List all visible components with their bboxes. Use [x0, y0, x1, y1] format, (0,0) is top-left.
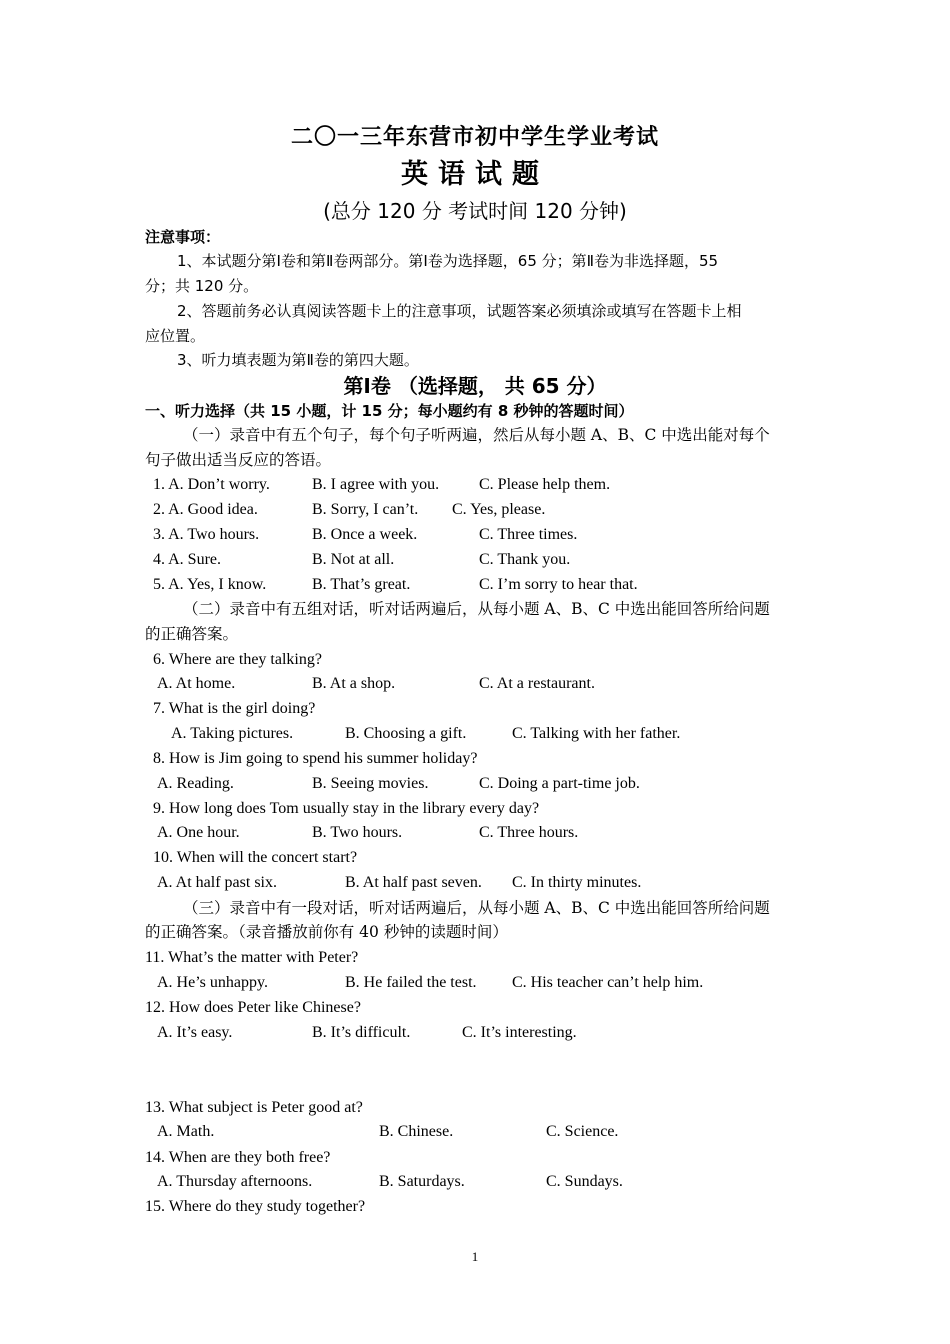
q13-question: 13. What subject is Peter good at?	[145, 1099, 363, 1116]
q12-option-c: C. It’s interesting.	[462, 1024, 577, 1041]
q10-option-c: C. In thirty minutes.	[512, 874, 642, 891]
q6-question: 6. Where are they talking?	[153, 651, 322, 668]
q14-option-a: A. Thursday afternoons.	[157, 1173, 313, 1190]
q7-option-b: B. Choosing a gift.	[345, 725, 467, 742]
q11-option-a: A. He’s unhappy.	[157, 974, 268, 991]
q3-option-c: C. Three times.	[479, 526, 578, 543]
q14-question: 14. When are they both free?	[145, 1149, 331, 1166]
q12-option-a: A. It’s easy.	[157, 1024, 233, 1041]
q14-option-c: C. Sundays.	[546, 1173, 623, 1190]
q11-option-b: B. He failed the test.	[345, 974, 477, 991]
notice-heading: 注意事项：	[145, 228, 221, 246]
instruction-1: （一）录音中有五个句子，每个句子听两遍，然后从每小题 A、B、C 中选出能对每个	[183, 426, 770, 444]
q13-option-b: B. Chinese.	[379, 1123, 454, 1140]
q5-option-b: B. That’s great.	[312, 576, 411, 593]
notice-item-2: 2、答题前务必认真阅读答题卡上的注意事项，试题答案必须填涂或填写在答题卡上相	[177, 302, 742, 320]
instruction-1-cont: 句子做出适当反应的答语。	[145, 451, 332, 469]
part-1-title: 一、听力选择（共 15 小题，计 15 分；每小题约有 8 秒钟的答题时间）	[145, 402, 634, 420]
q4-option-c: C. Thank you.	[479, 551, 571, 568]
q1-option-c: C. Please help them.	[479, 476, 611, 493]
q9-question: 9. How long does Tom usually stay in the library every day?	[153, 800, 540, 817]
q2-option-b: B. Sorry, I can’t.	[312, 501, 419, 518]
instruction-3: （三）录音中有一段对话，听对话两遍后，从每小题 A、B、C 中选出能回答所给问题	[183, 899, 770, 917]
q6-option-b: B. At a shop.	[312, 675, 396, 692]
section-1-title: 第Ⅰ卷 （选择题， 共 65 分）	[343, 374, 607, 398]
q13-option-a: A. Math.	[157, 1123, 215, 1140]
exam-title: 二〇一三年东营市初中学生学业考试	[290, 124, 659, 150]
page-number: 1	[471, 1249, 479, 1264]
q7-question: 7. What is the girl doing?	[153, 700, 316, 717]
q3-option-a: 3. A. Two hours.	[153, 526, 260, 543]
q6-option-a: A. At home.	[157, 675, 236, 692]
subject-title: 英语试题	[401, 159, 549, 190]
q14-option-b: B. Saturdays.	[379, 1173, 465, 1190]
q10-option-b: B. At half past seven.	[345, 874, 482, 891]
q12-question: 12. How does Peter like Chinese?	[145, 999, 361, 1016]
q11-question: 11. What’s the matter with Peter?	[145, 949, 359, 966]
q8-question: 8. How is Jim going to spend his summer holiday?	[153, 750, 478, 767]
q8-option-a: A. Reading.	[157, 775, 234, 792]
instruction-3-cont: 的正确答案。（录音播放前你有 40 秒钟的读题时间）	[145, 923, 508, 941]
q2-option-a: 2. A. Good idea.	[153, 501, 258, 518]
exam-info: (总分 120 分 考试时间 120 分钟)	[323, 199, 627, 223]
q5-option-c: C. I’m sorry to hear that.	[479, 576, 638, 593]
instruction-2: （二）录音中有五组对话，听对话两遍后，从每小题 A、B、C 中选出能回答所给问题	[183, 600, 770, 618]
q8-option-b: B. Seeing movies.	[312, 775, 429, 792]
instruction-2-cont: 的正确答案。	[145, 625, 239, 643]
notice-item-3: 3、听力填表题为第Ⅱ卷的第四大题。	[177, 351, 419, 369]
q5-option-a: 5. A. Yes, I know.	[153, 576, 267, 593]
q7-option-c: C. Talking with her father.	[512, 725, 681, 742]
q4-option-b: B. Not at all.	[312, 551, 395, 568]
notice-item-1: 1、本试题分第Ⅰ卷和第Ⅱ卷两部分。第Ⅰ卷为选择题，65 分；第Ⅱ卷为非选择题，55	[177, 252, 719, 270]
q4-option-a: 4. A. Sure.	[153, 551, 221, 568]
q1-option-a: 1. A. Don’t worry.	[153, 476, 270, 493]
q7-option-a: A. Taking pictures.	[171, 725, 294, 742]
q11-option-c: C. His teacher can’t help him.	[512, 974, 704, 991]
q8-option-c: C. Doing a part-time job.	[479, 775, 640, 792]
q6-option-c: C. At a restaurant.	[479, 675, 595, 692]
q13-option-c: C. Science.	[546, 1123, 619, 1140]
notice-item-2-cont: 应位置。	[145, 327, 206, 345]
q3-option-b: B. Once a week.	[312, 526, 418, 543]
q12-option-b: B. It’s difficult.	[312, 1024, 411, 1041]
notice-item-1-cont: 分；共 120 分。	[145, 277, 259, 295]
q15-question: 15. Where do they study together?	[145, 1198, 366, 1215]
q1-option-b: B. I agree with you.	[312, 476, 440, 493]
q9-option-a: A. One hour.	[157, 824, 240, 841]
q9-option-c: C. Three hours.	[479, 824, 579, 841]
q9-option-b: B. Two hours.	[312, 824, 403, 841]
q10-question: 10. When will the concert start?	[153, 849, 358, 866]
q2-option-c: C. Yes, please.	[452, 501, 546, 518]
q10-option-a: A. At half past six.	[157, 874, 277, 891]
